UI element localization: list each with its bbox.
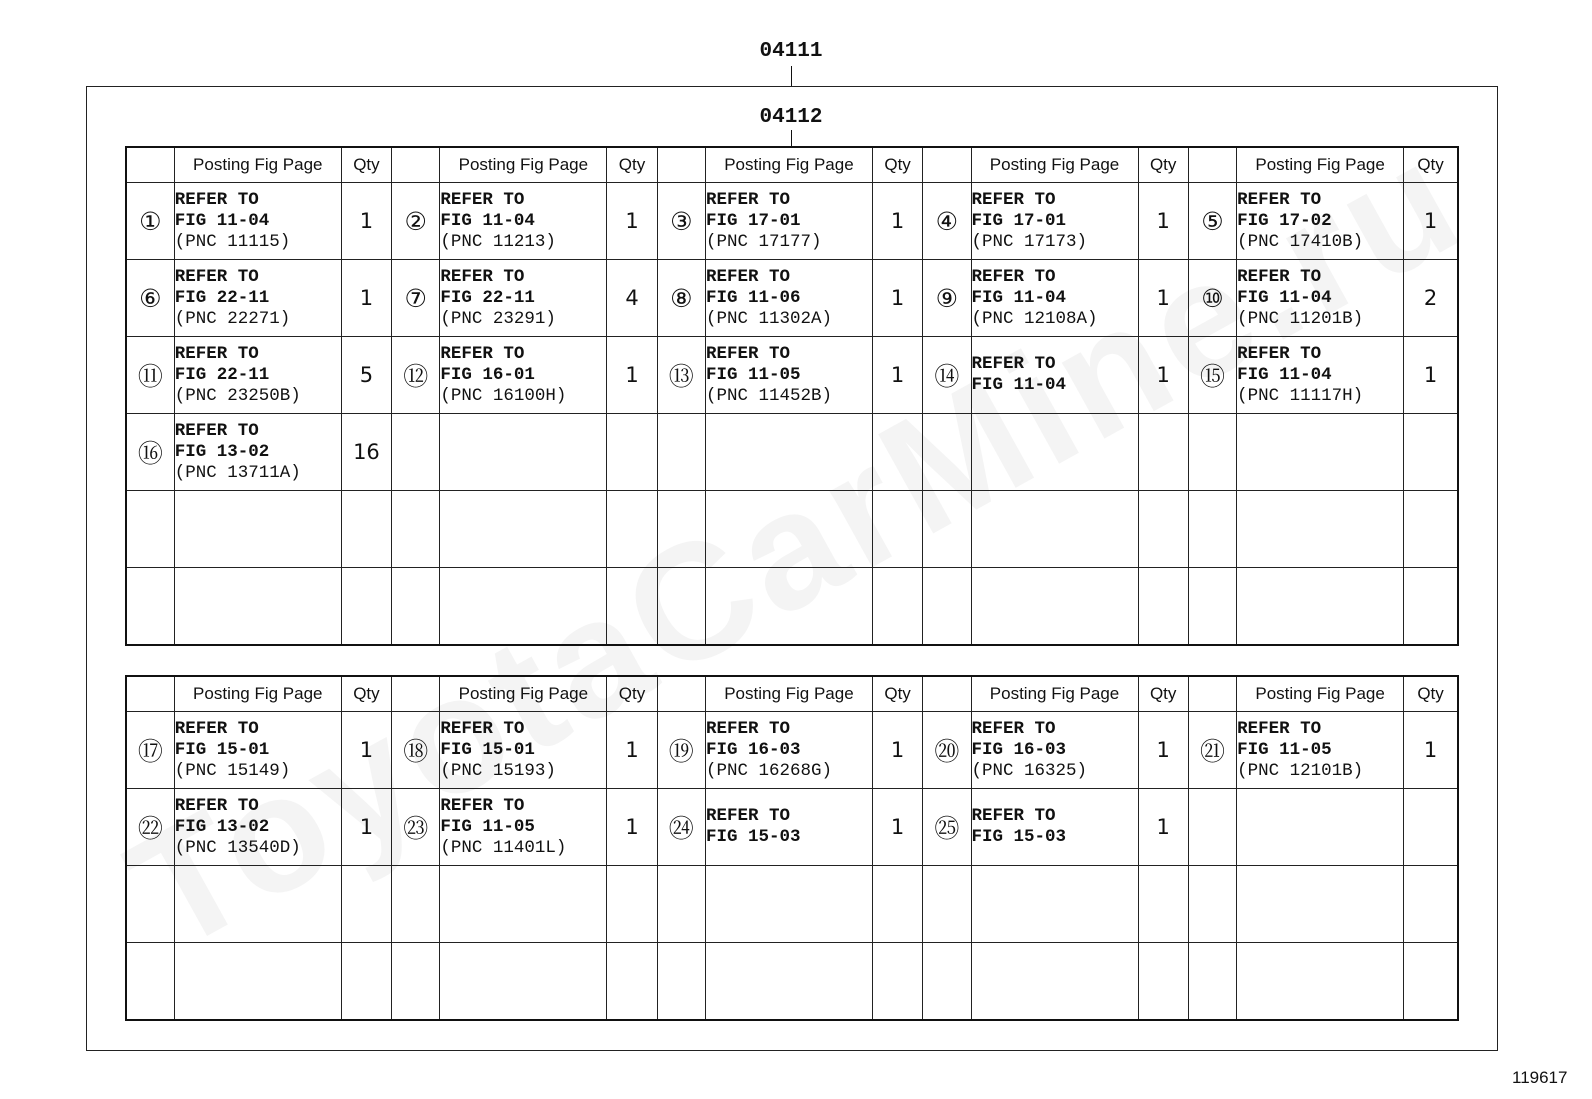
header-number-cell [1188, 676, 1236, 712]
reference-cell [1237, 260, 1404, 337]
reference-cell [971, 568, 1138, 645]
fig-reference: FIG 11-04 [440, 210, 535, 231]
fig-reference: FIG 22-11 [174, 287, 270, 308]
refer-to-text: REFER TO [174, 343, 259, 364]
quantity-cell: 1 [872, 337, 922, 414]
quantity-cell [1138, 414, 1188, 491]
callout-number [657, 491, 705, 568]
refer-to-text: REFER TO [1237, 718, 1322, 739]
callout-number: ⑫ [392, 337, 440, 414]
quantity-cell [607, 491, 657, 568]
header-qty: Qty [1138, 676, 1188, 712]
callout-number [923, 568, 971, 645]
header-posting-fig-page: Posting Fig Page [174, 147, 341, 183]
reference-cell [1237, 866, 1404, 943]
fig-reference: FIG 16-03 [705, 739, 801, 760]
quantity-cell: 4 [607, 260, 657, 337]
fig-reference: FIG 22-11 [174, 364, 270, 385]
refer-to-text: REFER TO [1237, 266, 1322, 287]
fig-reference: FIG 15-03 [971, 827, 1067, 847]
fig-reference: FIG 13-02 [174, 816, 270, 837]
callout-number [1188, 943, 1236, 1020]
header-row [126, 676, 1458, 712]
outer-group-label: 04111 [759, 40, 823, 63]
inner-group-label: 04112 [759, 106, 823, 129]
callout-number [923, 866, 971, 943]
quantity-cell: 1 [1138, 789, 1188, 866]
refer-to-text: REFER TO [174, 189, 259, 210]
callout-number [657, 866, 705, 943]
quantity-cell: 1 [341, 789, 391, 866]
table-row [126, 943, 1458, 1020]
callout-number: ⑩ [1188, 260, 1236, 337]
pnc-reference: (PNC 12101B) [1237, 760, 1364, 781]
refer-to-text: REFER TO [971, 266, 1056, 287]
callout-number: ㉓ [392, 789, 440, 866]
quantity-cell: 2 [1404, 260, 1458, 337]
quantity-cell [872, 414, 922, 491]
pnc-reference: (PNC 11302A) [705, 308, 832, 329]
fig-reference: FIG 17-01 [971, 210, 1067, 231]
quantity-cell: 1 [1138, 712, 1188, 789]
refer-to-text: REFER TO [1237, 343, 1322, 364]
quantity-cell: 1 [1138, 183, 1188, 260]
header-number-cell [923, 147, 971, 183]
callout-number [126, 866, 174, 943]
reference-cell [705, 491, 872, 568]
quantity-cell [341, 491, 391, 568]
refer-to-text: REFER TO [174, 718, 259, 739]
callout-number: ② [392, 183, 440, 260]
header-posting-fig-page: Posting Fig Page [705, 676, 872, 712]
reference-cell [705, 943, 872, 1020]
reference-cell [440, 337, 607, 414]
callout-number: ③ [657, 183, 705, 260]
pnc-reference: (PNC 17177) [705, 231, 822, 252]
quantity-cell [872, 943, 922, 1020]
header-posting-fig-page: Posting Fig Page [440, 147, 607, 183]
quantity-cell [1138, 943, 1188, 1020]
table-row [126, 491, 1458, 568]
quantity-cell [341, 943, 391, 1020]
callout-number [1188, 866, 1236, 943]
reference-cell [440, 260, 607, 337]
header-row [126, 147, 1458, 183]
pnc-reference: (PNC 13540D) [174, 837, 301, 858]
refer-to-text: REFER TO [971, 354, 1056, 374]
quantity-cell: 1 [1138, 260, 1188, 337]
header-number-cell [657, 676, 705, 712]
reference-cell [705, 712, 872, 789]
quantity-cell: 1 [607, 789, 657, 866]
pnc-reference: (PNC 12108A) [971, 308, 1098, 329]
pnc-reference: (PNC 11201B) [1237, 308, 1364, 329]
reference-cell [174, 260, 341, 337]
callout-number: ⑬ [657, 337, 705, 414]
header-qty: Qty [607, 676, 657, 712]
callout-number: ⑧ [657, 260, 705, 337]
header-posting-fig-page: Posting Fig Page [971, 676, 1138, 712]
refer-to-text: REFER TO [705, 189, 790, 210]
pnc-reference: (PNC 11117H) [1237, 385, 1364, 406]
reference-cell [705, 568, 872, 645]
quantity-cell: 1 [341, 712, 391, 789]
reference-cell [971, 260, 1138, 337]
reference-cell [1237, 337, 1404, 414]
reference-cell [174, 414, 341, 491]
header-number-cell [923, 676, 971, 712]
reference-cell [440, 789, 607, 866]
inner-leader-line [791, 130, 792, 146]
quantity-cell: 1 [1138, 337, 1188, 414]
callout-number [1188, 414, 1236, 491]
callout-number: ㉑ [1188, 712, 1236, 789]
figure-number: 119617 [1512, 1068, 1568, 1087]
fig-reference: FIG 17-01 [705, 210, 801, 231]
header-qty: Qty [607, 147, 657, 183]
fig-reference: FIG 11-04 [1237, 287, 1332, 308]
callout-number: ⑱ [392, 712, 440, 789]
callout-number: ㉔ [657, 789, 705, 866]
table-row [126, 568, 1458, 645]
callout-number [1188, 789, 1236, 866]
reference-cell [971, 183, 1138, 260]
fig-reference: FIG 15-01 [174, 739, 270, 760]
reference-cell [705, 260, 872, 337]
fig-reference: FIG 11-05 [440, 816, 535, 837]
reference-cell [971, 414, 1138, 491]
quantity-cell [1138, 866, 1188, 943]
pnc-reference: (PNC 23291) [440, 308, 556, 329]
header-qty: Qty [872, 676, 922, 712]
quantity-cell [872, 568, 922, 645]
reference-cell [1237, 414, 1404, 491]
reference-cell [174, 183, 341, 260]
reference-cell [440, 943, 607, 1020]
callout-number: ⑦ [392, 260, 440, 337]
header-posting-fig-page: Posting Fig Page [440, 676, 607, 712]
pnc-reference: (PNC 15193) [440, 760, 556, 781]
fig-reference: FIG 13-02 [174, 441, 270, 462]
quantity-cell [1404, 789, 1458, 866]
quantity-cell: 1 [872, 712, 922, 789]
quantity-cell [1404, 943, 1458, 1020]
reference-cell [1237, 712, 1404, 789]
callout-number [1188, 568, 1236, 645]
pnc-reference: (PNC 16268G) [705, 760, 832, 781]
refer-to-text: REFER TO [705, 806, 790, 826]
callout-number: ⑮ [1188, 337, 1236, 414]
quantity-cell: 1 [872, 260, 922, 337]
reference-cell [971, 337, 1138, 414]
reference-cell [440, 568, 607, 645]
quantity-cell [607, 568, 657, 645]
fig-reference: FIG 11-04 [971, 375, 1067, 395]
reference-cell [971, 943, 1138, 1020]
callout-number [392, 491, 440, 568]
refer-to-text: REFER TO [705, 718, 790, 739]
reference-cell [971, 789, 1138, 866]
callout-number: ⑲ [657, 712, 705, 789]
quantity-cell [607, 414, 657, 491]
callout-number [657, 943, 705, 1020]
callout-number [1188, 491, 1236, 568]
header-number-cell [1188, 147, 1236, 183]
outer-leader-line [791, 66, 792, 86]
reference-cell [174, 568, 341, 645]
reference-cell [705, 183, 872, 260]
reference-cell [1237, 183, 1404, 260]
quantity-cell: 1 [341, 260, 391, 337]
quantity-cell: 1 [341, 183, 391, 260]
reference-cell [971, 712, 1138, 789]
reference-cell [1237, 491, 1404, 568]
table-row [126, 337, 1458, 414]
refer-to-text: REFER TO [971, 189, 1056, 210]
pnc-reference: (PNC 13711A) [174, 462, 301, 483]
reference-table-bottom [125, 675, 1459, 1021]
refer-to-text: REFER TO [705, 266, 790, 287]
callout-number: ⑥ [126, 260, 174, 337]
reference-cell [705, 337, 872, 414]
pnc-reference: (PNC 16325) [971, 760, 1088, 781]
callout-number [126, 943, 174, 1020]
refer-to-text: REFER TO [174, 420, 259, 441]
quantity-cell: 1 [1404, 712, 1458, 789]
callout-number: ⑪ [126, 337, 174, 414]
refer-to-text: REFER TO [440, 343, 525, 364]
callout-number: ④ [923, 183, 971, 260]
refer-to-text: REFER TO [705, 343, 790, 364]
table-row [126, 260, 1458, 337]
quantity-cell [341, 866, 391, 943]
fig-reference: FIG 11-04 [1237, 364, 1332, 385]
quantity-cell: 1 [872, 183, 922, 260]
callout-number [923, 414, 971, 491]
fig-reference: FIG 11-05 [705, 364, 801, 385]
reference-cell [174, 943, 341, 1020]
fig-reference: FIG 16-03 [971, 739, 1067, 760]
quantity-cell: 1 [607, 712, 657, 789]
pnc-reference: (PNC 22271) [174, 308, 291, 329]
callout-number [392, 414, 440, 491]
quantity-cell: 1 [607, 337, 657, 414]
quantity-cell [1138, 568, 1188, 645]
quantity-cell: 1 [1404, 337, 1458, 414]
callout-number [923, 491, 971, 568]
table-row [126, 414, 1458, 491]
quantity-cell [1404, 568, 1458, 645]
quantity-cell [1404, 491, 1458, 568]
fig-reference: FIG 11-05 [1237, 739, 1332, 760]
refer-to-text: REFER TO [174, 795, 259, 816]
header-number-cell [657, 147, 705, 183]
quantity-cell [872, 866, 922, 943]
quantity-cell [607, 943, 657, 1020]
quantity-cell [1404, 866, 1458, 943]
pnc-reference: (PNC 17173) [971, 231, 1088, 252]
quantity-cell [607, 866, 657, 943]
callout-number [392, 943, 440, 1020]
header-qty: Qty [341, 147, 391, 183]
reference-cell [440, 183, 607, 260]
reference-cell [705, 414, 872, 491]
callout-number: ① [126, 183, 174, 260]
refer-to-text: REFER TO [174, 266, 259, 287]
reference-cell [440, 491, 607, 568]
quantity-cell: 1 [1404, 183, 1458, 260]
callout-number [126, 568, 174, 645]
fig-reference: FIG 17-02 [1237, 210, 1332, 231]
pnc-reference: (PNC 11213) [440, 231, 556, 252]
callout-number: ⑯ [126, 414, 174, 491]
reference-cell [971, 491, 1138, 568]
callout-number [923, 943, 971, 1020]
header-number-cell [392, 147, 440, 183]
refer-to-text: REFER TO [440, 718, 525, 739]
reference-cell [174, 789, 341, 866]
callout-number [657, 414, 705, 491]
pnc-reference: (PNC 17410B) [1237, 231, 1364, 252]
reference-cell [440, 414, 607, 491]
reference-cell [174, 337, 341, 414]
callout-number [657, 568, 705, 645]
fig-reference: FIG 16-01 [440, 364, 535, 385]
reference-cell [174, 712, 341, 789]
fig-reference: FIG 15-01 [440, 739, 535, 760]
callout-number: ㉕ [923, 789, 971, 866]
reference-cell [1237, 943, 1404, 1020]
reference-cell [1237, 568, 1404, 645]
refer-to-text: REFER TO [1237, 189, 1322, 210]
callout-number: ⑭ [923, 337, 971, 414]
reference-cell [705, 789, 872, 866]
callout-number: ㉒ [126, 789, 174, 866]
header-posting-fig-page: Posting Fig Page [705, 147, 872, 183]
refer-to-text: REFER TO [971, 718, 1056, 739]
header-posting-fig-page: Posting Fig Page [1237, 676, 1404, 712]
fig-reference: FIG 11-04 [174, 210, 270, 231]
header-qty: Qty [1404, 676, 1458, 712]
refer-to-text: REFER TO [440, 266, 525, 287]
reference-cell [1237, 789, 1404, 866]
header-posting-fig-page: Posting Fig Page [1237, 147, 1404, 183]
refer-to-text: REFER TO [971, 806, 1056, 826]
quantity-cell: 16 [341, 414, 391, 491]
header-number-cell [126, 147, 174, 183]
pnc-reference: (PNC 11115) [174, 231, 291, 252]
refer-to-text: REFER TO [440, 189, 525, 210]
header-qty: Qty [1138, 147, 1188, 183]
quantity-cell [341, 568, 391, 645]
callout-number: ⑰ [126, 712, 174, 789]
header-qty: Qty [341, 676, 391, 712]
table-row [126, 183, 1458, 260]
callout-number: ⑤ [1188, 183, 1236, 260]
quantity-cell [872, 491, 922, 568]
header-number-cell [392, 676, 440, 712]
callout-number [392, 866, 440, 943]
fig-reference: FIG 22-11 [440, 287, 535, 308]
quantity-cell: 1 [872, 789, 922, 866]
table-row [126, 789, 1458, 866]
header-qty: Qty [872, 147, 922, 183]
reference-cell [440, 866, 607, 943]
header-posting-fig-page: Posting Fig Page [971, 147, 1138, 183]
pnc-reference: (PNC 11401L) [440, 837, 567, 858]
table-row [126, 712, 1458, 789]
fig-reference: FIG 15-03 [705, 827, 801, 847]
header-qty: Qty [1404, 147, 1458, 183]
callout-number [392, 568, 440, 645]
callout-number: ⑨ [923, 260, 971, 337]
header-number-cell [126, 676, 174, 712]
reference-cell [174, 491, 341, 568]
fig-reference: FIG 11-06 [705, 287, 801, 308]
pnc-reference: (PNC 15149) [174, 760, 291, 781]
reference-cell [705, 866, 872, 943]
quantity-cell [1138, 491, 1188, 568]
callout-number: ⑳ [923, 712, 971, 789]
pnc-reference: (PNC 16100H) [440, 385, 567, 406]
quantity-cell: 5 [341, 337, 391, 414]
quantity-cell: 1 [607, 183, 657, 260]
reference-cell [174, 866, 341, 943]
reference-table-top [125, 146, 1459, 646]
callout-number [126, 491, 174, 568]
fig-reference: FIG 11-04 [971, 287, 1067, 308]
header-posting-fig-page: Posting Fig Page [174, 676, 341, 712]
refer-to-text: REFER TO [440, 795, 525, 816]
reference-cell [971, 866, 1138, 943]
quantity-cell [1404, 414, 1458, 491]
pnc-reference: (PNC 11452B) [705, 385, 832, 406]
reference-cell [440, 712, 607, 789]
table-row [126, 866, 1458, 943]
pnc-reference: (PNC 23250B) [174, 385, 301, 406]
